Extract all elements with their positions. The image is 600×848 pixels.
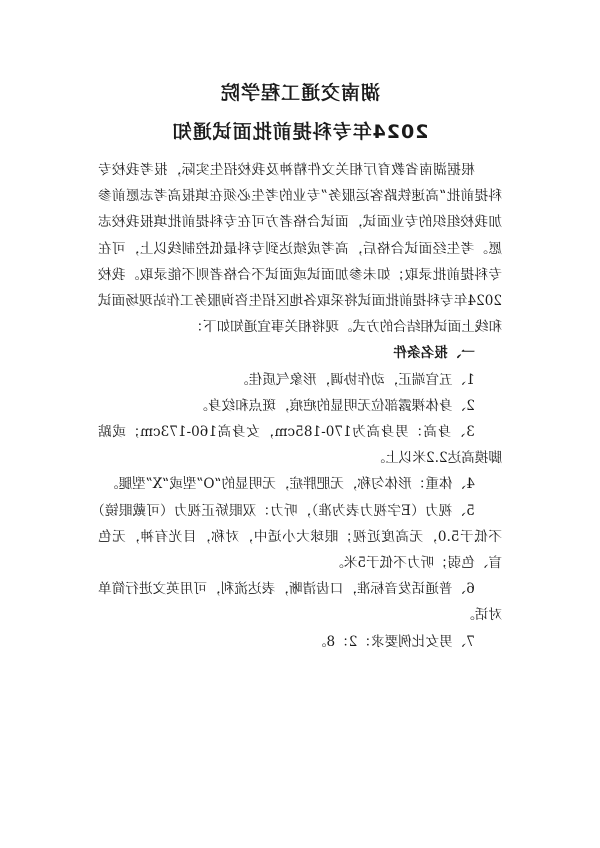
document-subtitle: 2024年专科提前批面试通知 xyxy=(171,121,429,143)
document-title: 湖南交通工程学院 xyxy=(220,82,381,104)
requirement-item: 1、五官端正，动作协调，形象气质佳。 xyxy=(235,371,475,388)
requirement-item: 5、视力（E字视力表为准），听力：双眼矫正视力（可戴眼镜）不低于5.0，无高度近视；眼球大小适中，对称，目光有神，无色盲、色弱；听力不低于5米。 xyxy=(98,502,502,572)
requirement-item: 3、身高：男身高为170-185cm，女身高160-173cm；或踮脚摸高达2.2米以上。 xyxy=(98,424,502,467)
requirement-item: 2、身体裸露部位无明显的疤痕，斑点和纹身。 xyxy=(194,397,475,414)
requirement-item: 4、体重：形体匀称，无肥胖症，无明显的“O”型或“X”型腿。 xyxy=(104,476,475,493)
intro-paragraph: 根据湖南省教育厅相关文件精神及我校招生实际，报考我校专科提前批“高速铁路客运服务”专业的考生必须在填报高考志愿前参加我校组织的专业面试，面试合格者方可在专科提前批填报我校志愿。考生经面试合格后，高考成绩达到专科最低控制线以上，可在专科提前批录取；如未参加面试或面试不合格者则不能录取。我校2024年专科提前批面试将采取各地区招生咨询服务工作站现场面试和线上面试相结合的方式。现将相关事宜通知如下： xyxy=(98,162,502,336)
section-heading: 一、报名条件 xyxy=(393,345,475,362)
requirement-item: 7、男女比例要求：2：8。 xyxy=(312,633,475,650)
requirement-item: 6、普通话发音标准，口齿清晰，表达流利，可用英文进行简单对话。 xyxy=(98,581,502,624)
document-body xyxy=(98,157,502,655)
